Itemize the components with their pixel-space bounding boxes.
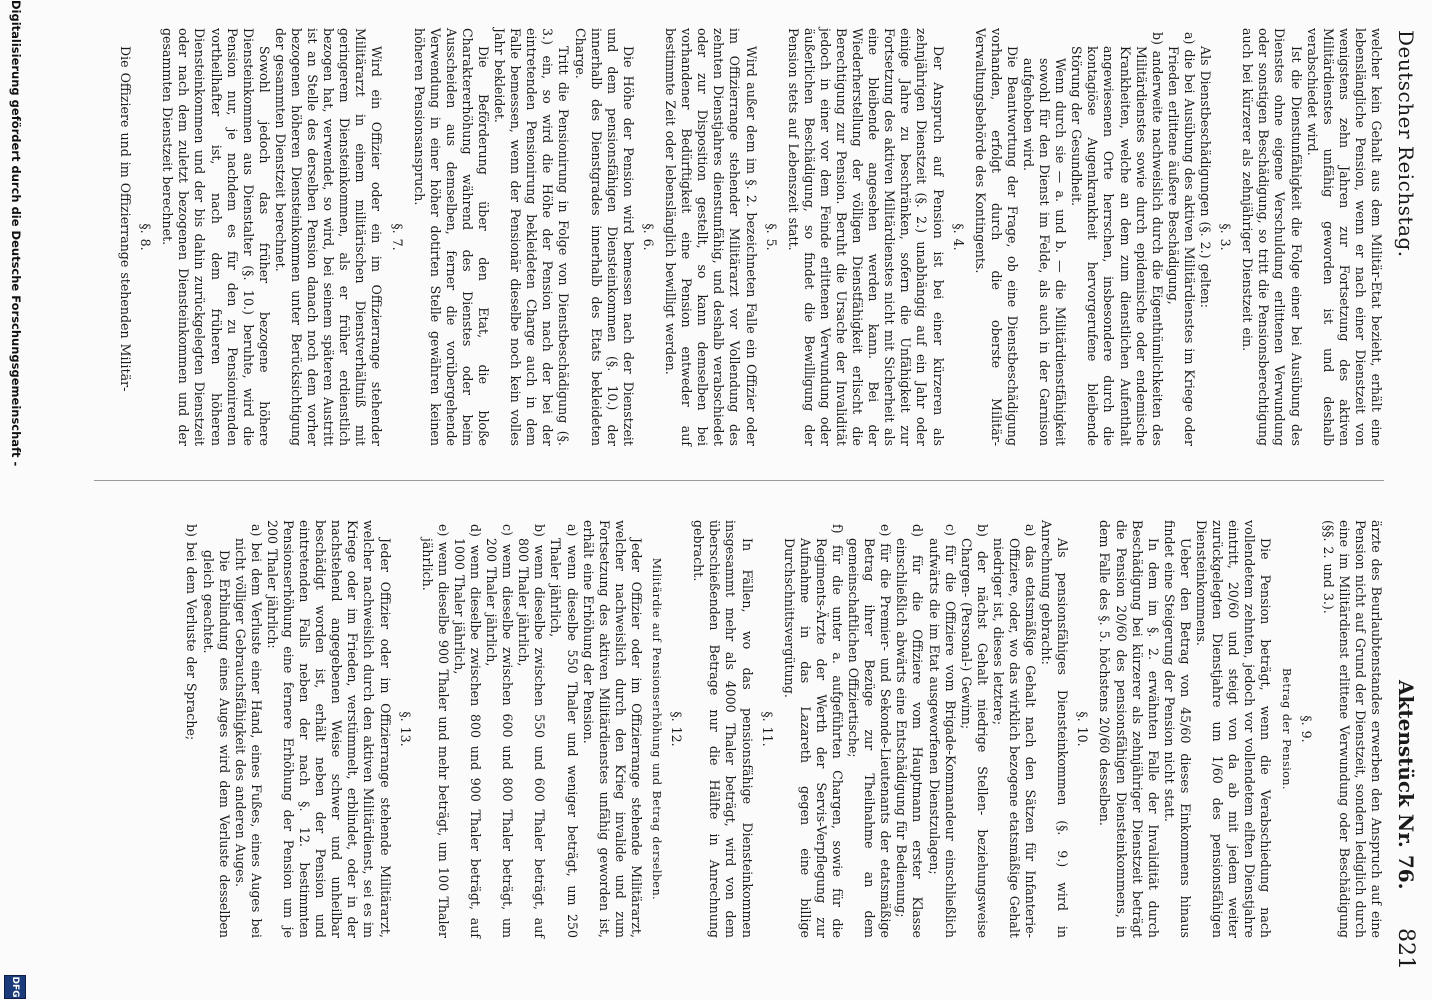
paragraph: Wenn durch sie — a. und b. — die Militärdienstfähigkeit sowohl für den Dienst im Felde, als auch in der Garnison aufgehoben wird.	[1021, 58, 1069, 446]
left-column	[117, 28, 1384, 446]
list-item: b) wenn dieselbe zwischen 550 und 600 Thaler beträgt, auf 800 Thaler jährlich,	[516, 524, 548, 938]
header-document-number: Aktenstück Nr. 76.	[1394, 680, 1418, 890]
list-item: b) anderweite nachweislich durch die Eigenthümlichkeiten des Militärdienstes sowie durch epidemische oder endemische Krankheiten, welche an dem zum dienstlichen Aufenthalt angewiesenen Orte herrschen, insbesondere durch die kontagiöse Augenkrankheit hervorgerufene bleibende Störung der Gesundheit.	[1069, 32, 1165, 446]
list-item: f) für die unter a. aufgeführten Chargen, sowie für die Regiments-Ärzte der Werth der Servis-Verpflegung zur Aufnahme in das Lazareth gegen eine billige Durchschnittsvergütung.	[781, 524, 845, 938]
section-subheading: Betrag der Pension.	[1279, 667, 1293, 791]
section-heading: §. 4.	[950, 223, 966, 251]
section-heading: §. 3.	[1218, 223, 1234, 251]
paragraph: Ueber den Betrag von 45/60 dieses Einkommens hinaus findet eine Steigerung der Pension nicht statt.	[1161, 520, 1193, 938]
paragraph: In dem im §. 2. erwähnten Falle der Invalidität durch Beschädigung bei kürzerer als zehnjähriger Dienstzeit beträgt die Pension 20/60 des pensionsfähigen Diensteinkommens, in dem Falle des §. 5. höchstens 20/60 desselben.	[1097, 520, 1161, 938]
paragraph: In Fällen, wo das pensionsfähige Diensteinkommen insgesammt mehr als 4000 Thaler beträgt, wird von dem überschießenden Betrage nur die Hälfte in Anrechnung gebracht.	[691, 520, 755, 938]
paragraph: Die Pension beträgt, wenn die Verabschiedung nach vollendetem zehnten, jedoch vor vollendetem elften Dienstjahre eintritt, 20/60 und steigt von da ab mit jedem weiter zurückgelegten Dienstjahre um 1/60 des pensionsfähigen Diensteinkommens.	[1194, 520, 1274, 938]
paragraph: Wird ein Offizier oder ein im Offizierrange stehender Militärarzt in einem militärischen Dienstverhältniß mit geringerem Diensteinkommen, als er früher erdienstlich bezogen hat, verwendet, so wird, bei seinem späteren Austritt ist an Stelle des derselben Pension danach noch dem vorher bezogenen höheren Diensteinkommen unter Berücksichtigung der gesammten Dienstzeit berechnet.	[272, 28, 385, 446]
list-item: d) für die Offiziere vom Hauptmann erster Klasse einschließlich abwärts eine Entschädigung für Bedienung;	[894, 524, 926, 938]
list-item: e) wenn dieselbe 900 Thaler und mehr beträgt, um 100 Thaler jährlich.	[419, 524, 451, 938]
digitization-footer	[0, 0, 29, 1000]
paragraph: Als Dienstbeschädigungen (§. 2.) gelten:	[1198, 46, 1214, 309]
list-item: a) die bei Ausübung des aktiven Militärdienstes im Kriege oder Frieden erlittene äußere Beschädigung,	[1165, 32, 1197, 446]
paragraph: Die Beförderung über den Etat, die bloße Charaktererhöhung während des Dienstes oder beim Ausscheiden aus demselben, ferner die vorübergehende Verwendung in einer höher dotirten Stelle gewähren keinen höheren Pensionsanspruch.	[411, 28, 492, 446]
right-column	[183, 520, 1384, 938]
funding-notice: Digitalisierung gefördert durch die Deutsche Forschungsgemeinschaft -	[9, 0, 23, 467]
section-heading: §. 10.	[1075, 711, 1091, 747]
section-heading: §. 8.	[138, 223, 154, 251]
paragraph: Die Erblindung eines Auges wird dem Verluste desselben gleich geachtet.	[200, 550, 232, 938]
paragraph: Der Anspruch auf Pension ist bei einer kürzeren als zehnjährigen Dienstzeit (§. 2.) unabhängig auf ein Jahr oder einige Jahre zu beschränken, sofern die Unfähigkeit zur Fortsetzung des aktiven Militärdienstes nicht mit Sicherheit als eine bleibende angesehen werden kann. Bei der Wiederherstellung der völligen Dienstfähigkeit erlischt die Berechtigung zur Pension. Beruht die Ursache der Invalidität jedoch in einer vor dem Feinde erlittenen Verwundung oder äußerlichen Beschädigung, so findet die Bewilligung der Pension stets auf Lebenszeit statt.	[785, 28, 946, 446]
page-number: 821	[1393, 928, 1418, 970]
section-heading: §. 12.	[669, 711, 685, 747]
paragraph: Als pensionsfähiges Diensteinkommen (§. 9.) wird in Anrechnung gebracht:	[1039, 520, 1071, 938]
paragraph: Die Beantwortung der Frage, ob eine Dienstbeschädigung vorhanden, erfolgt durch die oberste Militär-Verwaltungsbehörde des Kontingents.	[972, 28, 1020, 446]
list-item: a) das etatsmäßige Gehalt nach den Sätzen für Infanterie-Offiziere, oder, wo das wirklich bezogene etatsmäßige Gehalt niedriger ist, dieses letztere;	[990, 524, 1039, 938]
paragraph: Wird außer dem im §. 2. bezeichneten Falle ein Offizier oder im Offizierrange stehender Militärarzt vor Vollendung des zehnten Dienstjahres dienstunfähig, und deshalb verabschiedet oder zur Disposition gestellt, so kann demselben bei vorhandener Bedürftigkeit eine Pension entweder auf bestimmte Zeit oder lebenslänglich bewilligt werden.	[663, 28, 759, 446]
section-subheading: Militärdie auf Pensionserhöhung und Betrag derselben.	[650, 557, 664, 901]
list-item: d) wenn dieselbe zwischen 800 und 900 Thaler beträgt, auf 1000 Thaler jährlich,	[451, 524, 484, 938]
section-heading: §. 5.	[763, 223, 779, 251]
column-divider	[94, 480, 1384, 481]
list-item: a) wenn dieselbe 550 Thaler und weniger beträgt, um 250 Thaler jährlich,	[548, 524, 580, 938]
paragraph: Die Höhe der Pension wird bemessen nach der Dienstzeit und dem pensionsfähigen Diensteinkommen (§. 10.) der innerhalb des Dienstgrades innerhalb des Etats bekleideten Charge.	[572, 28, 636, 446]
page-header	[1390, 30, 1424, 970]
paragraph: ärzte des Beurlaubtenstandes erwerben den Anspruch auf eine Pension nicht auf Grund der Dienstzeit, sondern lediglich durch eine im Militärdienst erlittene Verwundung oder Beschädigung (§§. 2. und 3.).	[1320, 520, 1384, 938]
paragraph: Die Offiziere und im Offizierrange stehenden Militär-	[118, 46, 134, 392]
dfg-logo-icon: DFG	[4, 975, 26, 999]
list-item: a) bei dem Verluste einer Hand, eines Fußes, eines Auges bei nicht völliger Gebrauchsfähigkeit des anderen Auges.	[232, 524, 264, 938]
header-title: Deutscher Reichstag.	[1394, 30, 1418, 258]
paragraph: Jeder Offizier oder im Offizierrange stehende Militärarzt, welcher nachweislich durch den Krieg invalide und zum Fortsetzung des aktiven Militärdienstes unfähig geworden ist, erhält eine Erhöhung der Pension.	[580, 520, 644, 938]
section-heading: §. 7.	[389, 223, 405, 251]
list-item: b) der nächst Gehalt niedrige Stellen- beziehungsweise Chargen- (Personal-) Gewinn;	[958, 524, 990, 938]
paragraph: welcher kein Gehalt aus dem Militär-Etat bezieht, erhält eine lebenslängliche Pension, wenn er nach einer Dienstzeit von wenigstens zehn Jahren zur Fortsetzung des aktiven Militärdienstes unfähig geworden ist und deshalb verabschiedet wird.	[1304, 28, 1384, 446]
list-item: e) für die Premier- und Sekonde-Lieutenants der etatsmäßige Betrag ihrer Bezüge zur Theilnahme an dem gemeinschaftlichen Offiziertische;	[846, 524, 894, 938]
list-item: b) bei dem Verluste der Sprache;	[184, 524, 200, 741]
section-heading: §. 9.	[1298, 715, 1314, 743]
paragraph: Jeder Offizier oder im Offizierrange stehende Militärarzt, welcher nachweislich durch den aktiven Militärdienst, sei es im Kriege oder im Frieden, verstümmelt, erblindet, oder in der nachstehend angegebenen Weise schwer und unheilbar beschädigt worden ist, erhält neben der Pension und eintretenden Falls neben der nach §. 12. bestimmten Pensionserhöhung eine fernere Erhöhung der Pension um je 200 Thaler jährlich:	[264, 520, 393, 938]
paragraph: Ist die Dienstunfähigkeit die Folge einer bei Ausübung des Dienstes ohne eigene Verschuldung erlittenen Verwundung oder sonstigen Beschädigung, so tritt die Pensionsberechtigung auch bei kürzerer als zehnjähriger Dienstzeit ein.	[1240, 28, 1304, 446]
section-heading: §. 6.	[640, 223, 656, 251]
paragraph: Tritt die Pensionirung in Folge von Dienstbeschädigung (§. 3.) ein, so wird die Höhe der Pension nach der bei der eintretenden Pensionirung bekleideten Charge auch in dem Falle bemessen, wenn der Pensionär dieselbe noch kein volles Jahr bekleidet.	[492, 28, 572, 446]
section-heading: §. 13.	[397, 711, 413, 747]
list-item: c) für die Offiziere vom Brigade-Kommandeur einschließlich aufwärts die im Etat ausgeworfenen Dienstzulagen;	[926, 524, 958, 938]
paragraph: Sowohl jedoch das früher bezogene höhere Diensteinkommen aus Dienstalter (§. 10.) beruhte, wird die Pension nur, je nachdem es für den zu Pensionirenden vortheilhafter ist, nach dem früheren höheren Diensteinkommen und der bis dahin zurückgelegten Dienstzeit oder nach dem zuletzt bezogenen Diensteinkommen und der gesammten Dienstzeit berechnet.	[160, 28, 272, 446]
section-heading: §. 11.	[759, 711, 775, 747]
list-item: c) wenn dieselbe zwischen 600 und 800 Thaler beträgt, um 200 Thaler jährlich,	[484, 524, 516, 938]
